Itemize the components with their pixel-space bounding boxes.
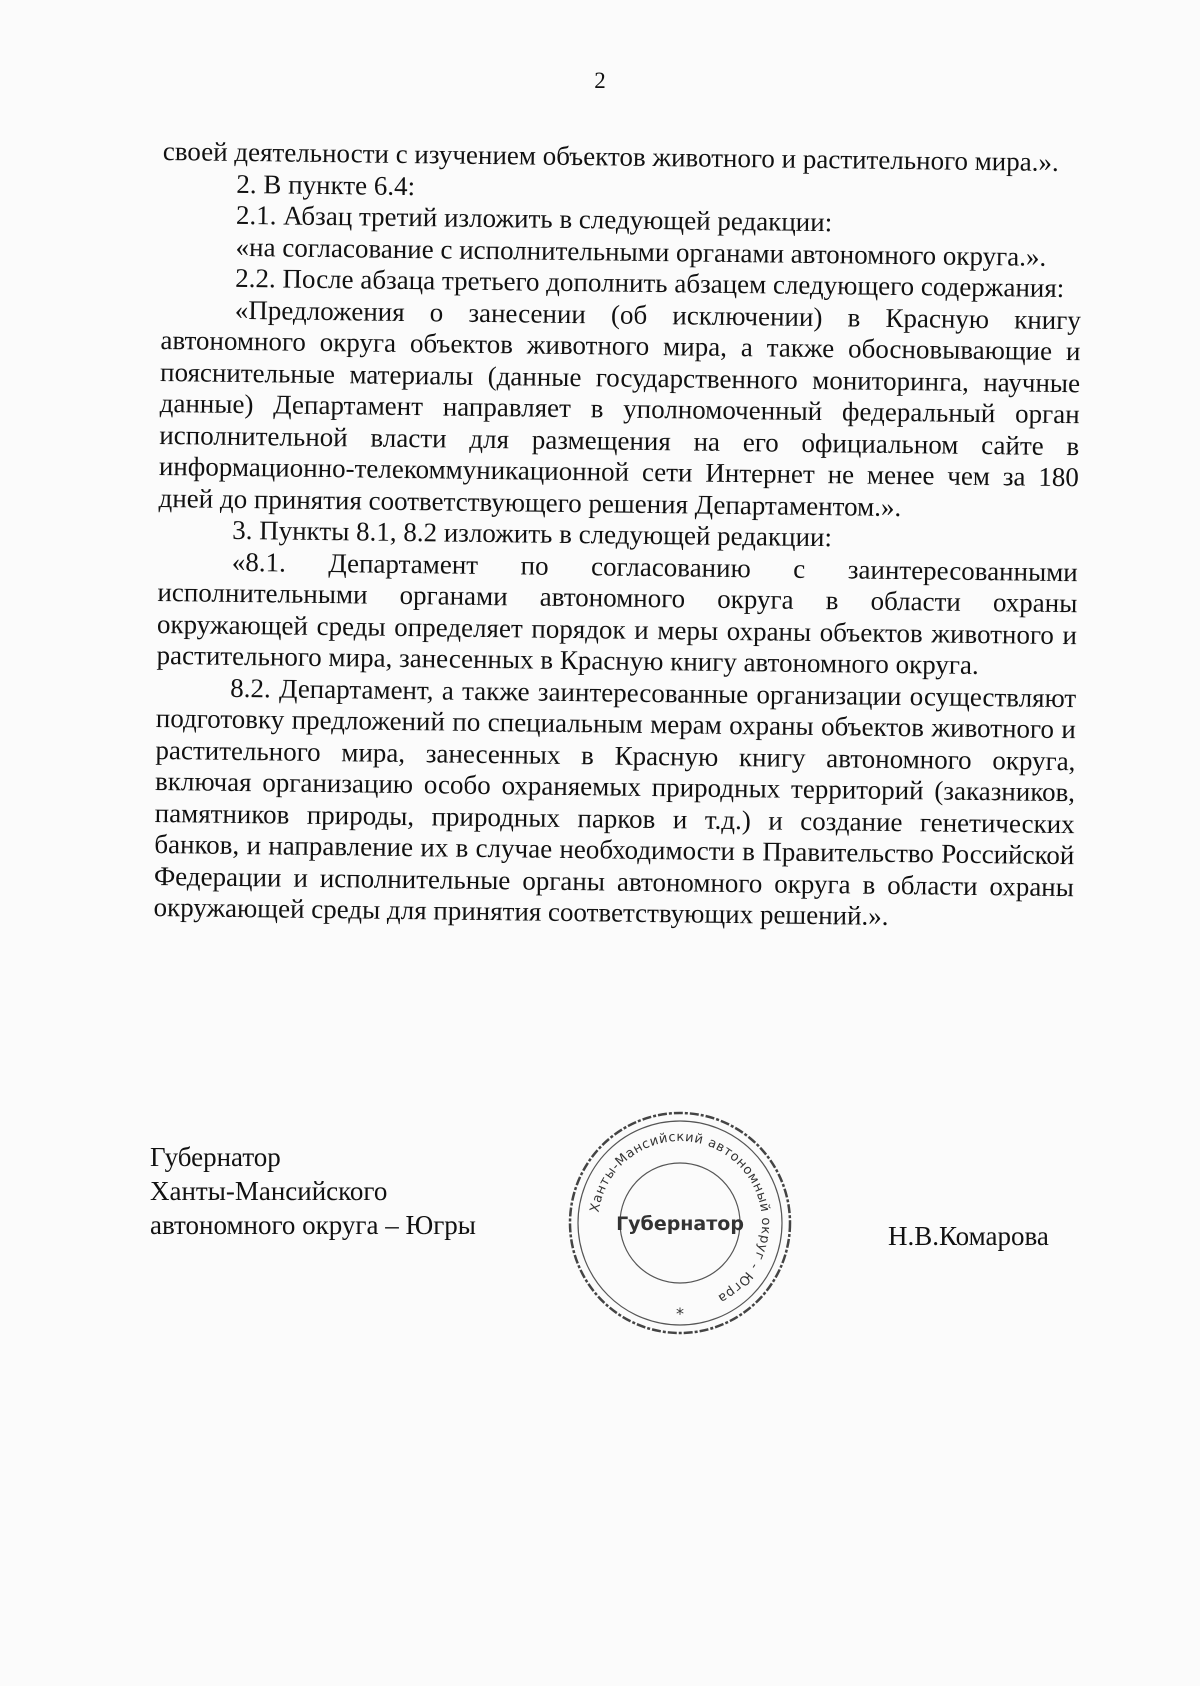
seal-ring-text: Ханты-Мансийский автономный округ - Югра (587, 1129, 774, 1306)
paragraph-quote-8-1: «8.1. Департамент по согласованию с заинтересованными исполнительными органами автономного округа в области охраны окружающей среды определяет порядок и меры охраны объектов животного и растительного мира, занесенных в Красную книгу автономного округа. (156, 546, 1078, 681)
signatory-title-line: Ханты-Мансийского (150, 1176, 388, 1206)
paragraph-quote-2-1: «на согласование с исполнительными органами автономного округа.». (235, 231, 1047, 272)
signatory-name: Н.В.Комарова (888, 1221, 1049, 1251)
signatory-title-line: Губернатор (150, 1142, 281, 1172)
paragraph-continuation: своей деятельности с изучением объектов животного и растительного мира.». (162, 136, 1059, 177)
paragraph-quote-8-2: 8.2. Департамент, а также заинтересованные организации осуществляют подготовку предложений по специальным мерам охраны объектов животного и растительного мира, занесенных в Красную книгу автономного округа, включая организацию особо охраняемых природных территорий (заказников, памятников природы, природных парков и т.д.) и создание генетических банков, и направление их в случае необходимости в Правительство Российской Федерации и исполнительные органы автономного округа в области охраны окружающей среды для принятия соответствующих решений.». (153, 672, 1077, 931)
paragraph-item-2: 2. В пункте 6.4: (236, 168, 416, 201)
paragraph-quote-2-2: «Предложения о занесении (об исключении) в Красную книгу автономного округа объектов животного мира, а также обосновывающие и пояснительные материалы (данные государственного мониторинга, научные данные) Департамент направляет в уполномоченный федеральный орган исполнительной власти для размещения на его официальном сайте в информационно-телекоммуникационной сети Интернет не менее чем за 180 дней до принятия соответствующего решения Департаментом.». (158, 294, 1082, 522)
paragraph-item-3: 3. Пункты 8.1, 8.2 изложить в следующей редакции: (232, 514, 833, 553)
paragraph-item-2-2: 2.2. После абзаца третьего дополнить абзацем следующего содержания: (235, 262, 1065, 304)
seal-star: * (676, 1304, 684, 1323)
document-body (153, 136, 1083, 935)
signatory-title-line: автономного округа – Югры (150, 1210, 476, 1240)
official-seal (560, 1103, 800, 1343)
signatory-title (150, 1140, 476, 1242)
seal-center-text: Губернатор (616, 1213, 744, 1235)
paragraph-item-2-1: 2.1. Абзац третий изложить в следующей редакции: (235, 199, 833, 238)
page-number: 2 (594, 68, 606, 93)
